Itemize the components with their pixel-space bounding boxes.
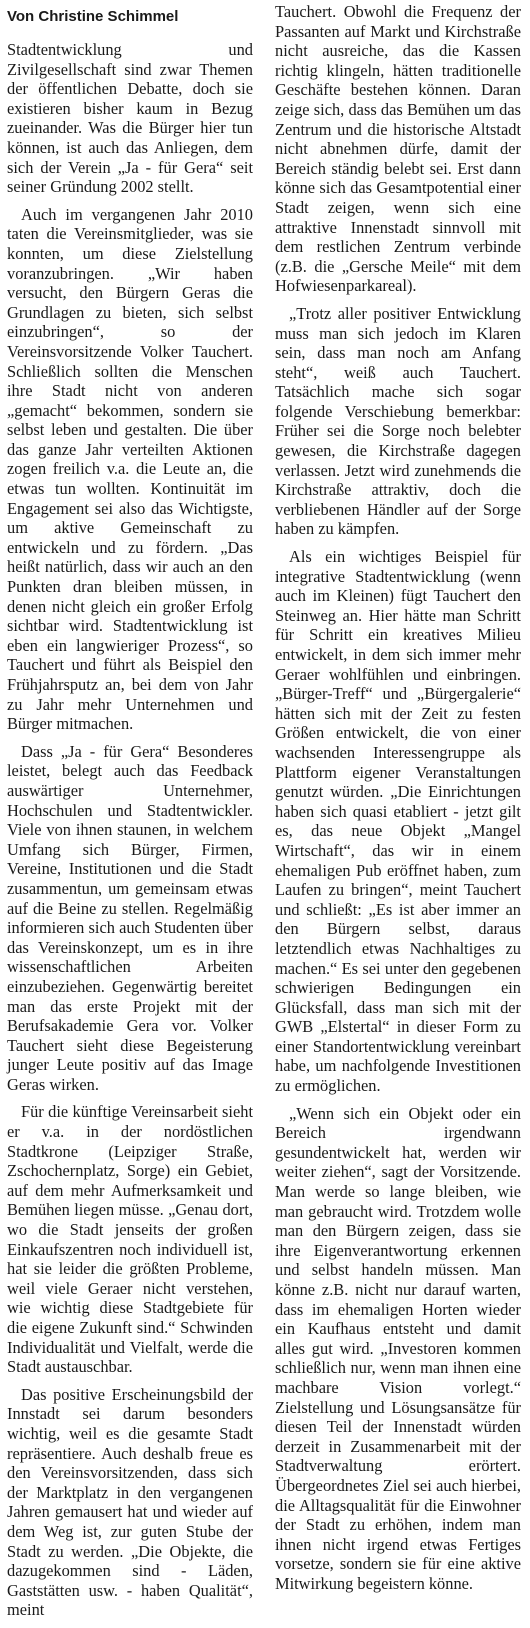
paragraph: Auch im vergangenen Jahr 2010 taten die Vereinsmitglieder, was sie konnten, um diese Zielstellung voranzubringen. „Wir haben versucht, den Bürgern Geras die Grundlagen zu bieten, sich selbst einzubringen“, so der Vereinsvorsitzende Volker Tauchert. Schließlich sollten die Menschen ihre Stadt nicht von anderen „gemacht“ bekommen, sondern sie selbst leben und gestalten. Die über das ganze Jahr verteilten Aktionen zogen freilich v.a. die Leute an, die etwas tun wollten. Kontinuität im Engagement sei also das Wichtigste, um aktive Gemeinschaft zu entwickeln und zu fördern. „Das heißt natürlich, dass wir auch an den Punkten dran bleiben müssen, in denen nicht gleich ein großer Erfolg sichtbar wird. Stadtentwicklung ist eben ein langwieriger Prozess“, so Tauchert und führt als Beispiel den Frühjahrsputz an, bei dem von Jahr zu Jahr mehr Unternehmen und Bürger mitmachen.: [7, 204, 253, 734]
paragraph: „Trotz aller positiver Entwicklung muss man sich jedoch im Klaren sein, dass man noch am Anfang steht“, weiß auch Tauchert. Tatsächlich mache sich sogar folgende Verschiebung bemerkbar: Früher sei die Sorge noch belebter gewesen, die Kirchstraße dagegen verlassen. Jetzt wird zunehmends die Kirchstraße attraktiv, doch die verbliebenen Händler auf der Sorge haben zu kämpfen.: [275, 303, 521, 539]
paragraph: Als ein wichtiges Beispiel für integrative Stadtentwicklung (wenn auch im Kleinen) fügt Tauchert den Steinweg an. Hier hätte man Schritt für Schritt ein kreatives Milieu entwickelt, in dem sich immer mehr Geraer wohlfühlen und einbringen. „Bürger-Treff“ und „Bürgergalerie“ hätten sich mit der Zeit zu festen Größen entwickelt, die von einer wachsenden Interessengruppe als Plattform eigener Veranstaltungen genutzt würden. „Die Einrichtungen haben sich quasi etabliert - jetzt gilt es, das neue Objekt „Mangel Wirtschaft“, das wir in einem ehemaligen Pub eröffnet haben, zum Laufen zu bringen“, meint Tauchert und schließt: „Es ist aber immer an den Bürgern selbst, daraus letztendlich etwas Nachhaltiges zu machen.“ Es sei unter den gegebenen schwierigen Bedingungen ein Glücksfall, dass man sich mit der GWB „Elstertal“ in dieser Form zu einer Standortentwicklung vereinbart habe, um nachfolgende Investitionen zu ermöglichen.: [275, 547, 521, 1096]
column-right: [275, 2, 521, 1628]
article-columns: [7, 2, 523, 1620]
paragraph: Das positive Erscheinungsbild der Innstadt sei darum besonders wichtig, weil es die gesamte Stadt repräsentiere. Auch deshalb freue es den Vereinsvorsitzenden, dass sich der Marktplatz in den vergangenen Jahren gemausert hat und wieder auf dem Weg ist, zur guten Stube der Stadt zu werden. „Die Objekte, die dazugekommen sind - Läden, Gaststätten usw. - haben Qualität“, meint: [7, 1384, 253, 1620]
paragraph: Dass „Ja - für Gera“ Besonderes leistet, belegt auch das Feedback auswärtiger Unternehmer, Hochschulen und Stadtentwickler. Viele von ihnen staunen, in welchem Umfang sich Bürger, Firmen, Vereine, Institutionen und die Stadt zusammentun, um gemeinsam etwas auf die Beine zu stellen. Regelmäßig informieren sich auch Studenten über das Vereinskonzept, um es in ihre wissenschaftlichen Arbeiten einzubeziehen. Gegenwärtig bereitet man das erste Projekt mit der Berufsakademie Gera vor. Volker Tauchert sieht diese Begeisterung junger Leute positiv auf das Image Geras wirken.: [7, 741, 253, 1094]
author-byline: Von Christine Schimmel: [7, 8, 179, 25]
paragraph: „Wenn sich ein Objekt oder ein Bereich irgendwann gesundentwickelt hat, werden wir weiter ziehen“, sagt der Vorsitzende. Man werde so lange bleiben, wie man gebraucht wird. Trotzdem wolle man den Bürgern zeigen, dass sie ihre Eigenverantwortung erkennen und selbst handeln müssen. Man könne z.B. nicht nur darauf warten, dass im ehemaligen Horten wieder ein Kaufhaus entsteht und damit alles gut wird. „Investoren kommen schließlich nur, wenn man ihnen eine machbare Vision vorlegt.“ Zielstellung und Lösungsansätze für diesen Teil der Innenstadt würden derzeit in Zusammenarbeit mit der Stadtverwaltung erörtert. Übergeordnetes Ziel sei auch hierbei, die Alltagsqualität für die Einwohner der Stadt zu erhöhen, indem man ihnen nicht irgend etwas Fertiges vorsetze, sondern sie für eine aktive Mitwirkung begeistern könne.: [275, 1103, 521, 1593]
paragraph-continued: Tauchert. Obwohl die Frequenz der Passanten auf Markt und Kirchstraße nicht ausreiche, das die Kassen richtig klingeln, hätten traditionelle Geschäfte bestehen können. Daran zeige sich, dass das Bemühen um das Zentrum und die historische Altstadt nicht abnehmen dürfe, damit der Bereich ständig belebt sei. Erst dann könne sich das Gesamtpotential einer Stadt zeigen, wenn sich eine attraktive Innenstadt sinnvoll mit dem restlichen Zentrum verbinde (z.B. die „Gersche Meile“ mit dem Hofwiesenparkareal).: [275, 2, 521, 296]
paragraph: Für die künftige Vereinsarbeit sieht er v.a. in der nordöstlichen Stadtkrone (Leipziger Straße, Zschochernplatz, Sorge) ein Gebiet, auf dem mehr Aufmerksamkeit und Bemühen liegen müsse. „Genau dort, wo die Stadt jenseits der großen Einkaufszentren noch individuell ist, hat sie leider die größten Probleme, weil viele Geraer nicht verstehen, wie wichtig diese Stadtgebiete für die eigene Zukunft sind.“ Schwinden Individualität und Vielfalt, werde die Stadt austauschbar.: [7, 1102, 253, 1377]
column-left: [7, 2, 253, 1628]
paragraph: Stadtentwicklung und Zivilgesellschaft sind zwar Themen der öffentlichen Debatte, doch sie existieren bisher kaum in Bezug zueinander. Was die Bürger hier tun können, ist auch das Anliegen, dem sich der Verein „Ja - für Gera“ seit seiner Gründung 2002 stellt.: [7, 40, 253, 197]
